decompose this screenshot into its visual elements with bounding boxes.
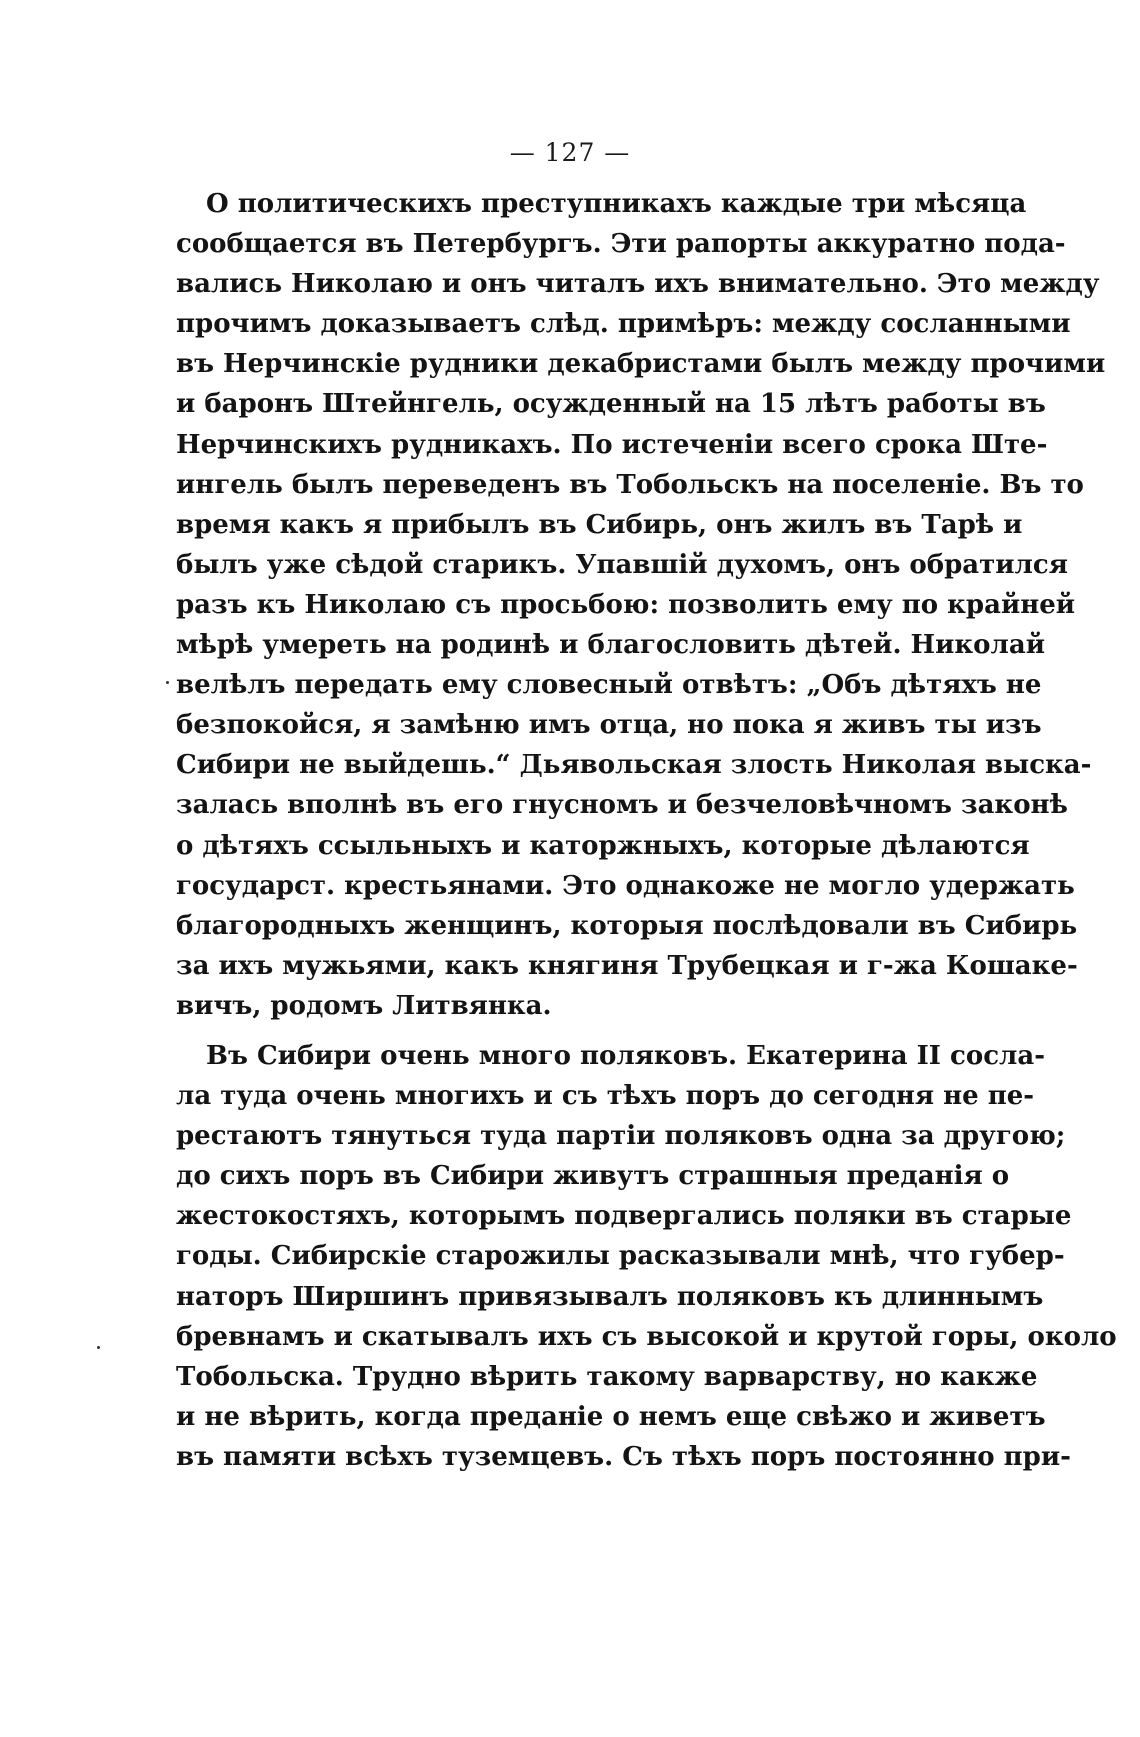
text-line: Сибири не выйдешь.“ Дьявольская злость Николая выска-	[176, 750, 1092, 781]
body-text	[176, 184, 1117, 1477]
page-number: — 127 —	[509, 138, 631, 167]
text-line: годы. Сибирскіе старожилы расказывали мнѣ, что губер-	[176, 1241, 1065, 1272]
text-line: ингель былъ переведенъ въ Тобольскъ на поселеніе. Въ то	[176, 469, 1084, 500]
text-line: время какъ я прибылъ въ Сибирь, онъ жилъ въ Тарѣ и	[176, 509, 1023, 540]
text-line: въ Нерчинскіе рудники декабристами былъ между прочими	[176, 349, 1106, 380]
text-line: жестокостяхъ, которымъ подвергались поляки въ старые	[176, 1201, 1072, 1232]
print-speck	[97, 1346, 100, 1349]
text-line: рестаютъ тянуться туда партіи поляковъ одна за другою;	[176, 1121, 1066, 1152]
text-line: вались Николаю и онъ читалъ ихъ внимательно. Это между	[176, 269, 1100, 300]
text-line: о дѣтяхъ ссыльныхъ и каторжныхъ, которые дѣлаются	[176, 830, 1030, 861]
text-line: Нерчинскихъ рудникахъ. По истеченіи всего срока Ште-	[176, 429, 1048, 460]
text-line: за ихъ мужьями, какъ княгиня Трубецкая и г-жа Кошаке-	[176, 950, 1078, 981]
text-line: разъ къ Николаю съ просьбою: позволить ему по крайней	[176, 589, 1076, 620]
text-line: наторъ Ширшинъ привязывалъ поляковъ къ длиннымъ	[176, 1281, 1044, 1312]
text-line: до сихъ поръ въ Сибири живутъ страшныя преданія о	[176, 1161, 1010, 1192]
text-line: О политическихъ преступникахъ каждые три мѣсяца	[206, 189, 1027, 219]
text-line: сообщается въ Петербургъ. Эти рапорты аккуратно пода-	[176, 229, 1066, 260]
text-line: велѣлъ передать ему словесный отвѣтъ: „Объ дѣтяхъ не	[176, 670, 1042, 701]
text-line: Въ Сибири очень много поляковъ. Екатерина II сосла-	[206, 1040, 1045, 1071]
text-line: мѣрѣ умереть на родинѣ и благословить дѣтей. Николай	[176, 630, 1045, 661]
text-line: Тобольска. Трудно вѣрить такому варварству, но какже	[176, 1361, 1038, 1392]
paragraph-1	[176, 184, 1106, 1026]
text-line: и баронъ Штейнгель, осужденный на 15 лѣтъ работы въ	[176, 389, 1046, 420]
text-line: и не вѣрить, когда преданіе о немъ еще свѣжо и живетъ	[176, 1401, 1046, 1432]
text-line: вичъ, родомъ Литвянка.	[176, 990, 552, 1021]
text-line: въ памяти всѣхъ туземцевъ. Съ тѣхъ поръ постоянно при-	[176, 1441, 1071, 1472]
text-line: благородныхъ женщинъ, которыя послѣдовали въ Сибирь	[176, 910, 1078, 941]
print-speck	[166, 681, 169, 684]
text-line: безпокойся, я замѣню имъ отца, но пока я живъ ты изъ	[176, 710, 1042, 741]
text-line: былъ уже сѣдой старикъ. Упавшій духомъ, онъ обратился	[176, 549, 1068, 580]
text-line: залась вполнѣ въ его гнусномъ и безчеловѣчномъ законѣ	[176, 790, 1068, 821]
text-line: прочимъ доказываетъ слѣд. примѣръ: между сосланными	[176, 309, 1071, 340]
paragraph-2	[176, 1036, 1117, 1477]
text-line: государст. крестьянами. Это однакоже не могло удержать	[176, 870, 1075, 901]
text-line: ла туда очень многихъ и съ тѣхъ поръ до сегодня не пе-	[176, 1081, 1035, 1112]
text-line: бревнамъ и скатывалъ ихъ съ высокой и крутой горы, около	[176, 1321, 1117, 1352]
